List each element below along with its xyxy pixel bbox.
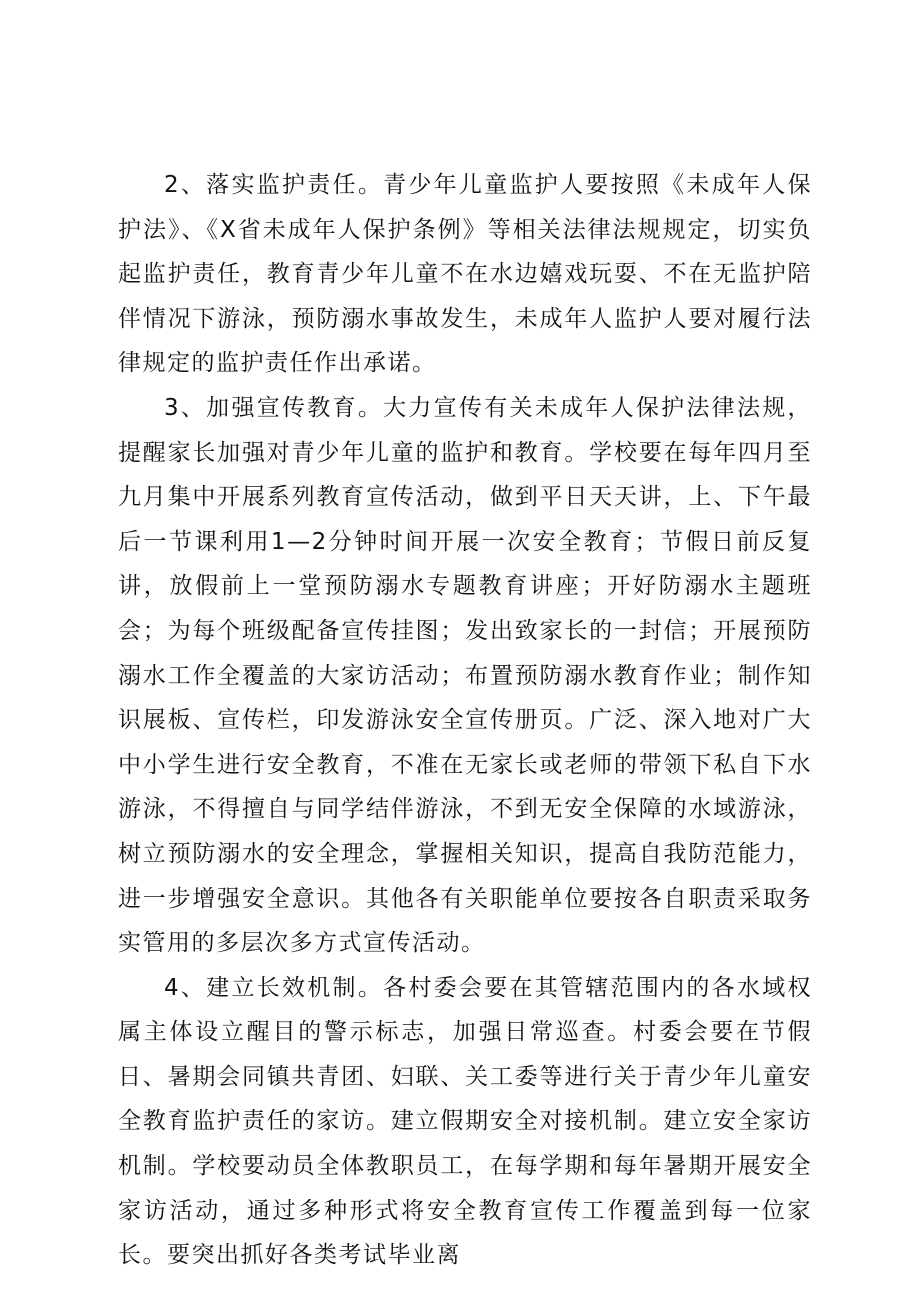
paragraph-supervision-responsibility: 2、落实监护责任。青少年儿童监护人要按照《未成年人保护法》、《X省未成年人保护条例》等相关法律法规规定，切实负起监护责任，教育青少年儿童不在水边嬉戏玩耍、不在无监护陪伴情况下游泳，预防溺水事故发生，未成年人监护人要对履行法律规定的监护责任作出承诺。 xyxy=(118,172,812,377)
paragraph-long-term-mechanism: 4、建立长效机制。各村委会要在其管辖范围内的各水域权属主体设立醒目的警示标志，加强日常巡查。村委会要在节假日、暑期会同镇共青团、妇联、关工委等进行关于青少年儿童安全教育监护责任的家访。建立假期安全对接机制。建立安全家访机制。学校要动员全体教职员工，在每学期和每年暑期开展安全家访活动，通过多种形式将安全教育宣传工作覆盖到每一位家长。要突出抓好各类考试毕业离 xyxy=(118,974,812,1269)
document-body xyxy=(118,163,812,1278)
paragraph-publicity-education: 3、加强宣传教育。大力宣传有关未成年人保护法律法规，提醒家长加强对青少年儿童的监护和教育。学校要在每年四月至九月集中开展系列教育宣传活动，做到平日天天讲，上、下午最后一节课利用1—2分钟时间开展一次安全教育；节假日前反复讲，放假前上一堂预防溺水专题教育讲座；开好防溺水主题班会；为每个班级配备宣传挂图；发出致家长的一封信；开展预防溺水工作全覆盖的大家访活动；布置预防溺水教育作业；制作知识展板、宣传栏，印发游泳安全宣传册页。广泛、深入地对广大中小学生进行安全教育，不准在无家长或老师的带领下私自下水游泳，不得擅自与同学结伴游泳，不到无安全保障的水域游泳，树立预防溺水的安全理念，掌握相关知识，提高自我防范能力，进一步增强安全意识。其他各有关职能单位要按各自职责采取务实管用的多层次多方式宣传活动。 xyxy=(118,394,812,957)
